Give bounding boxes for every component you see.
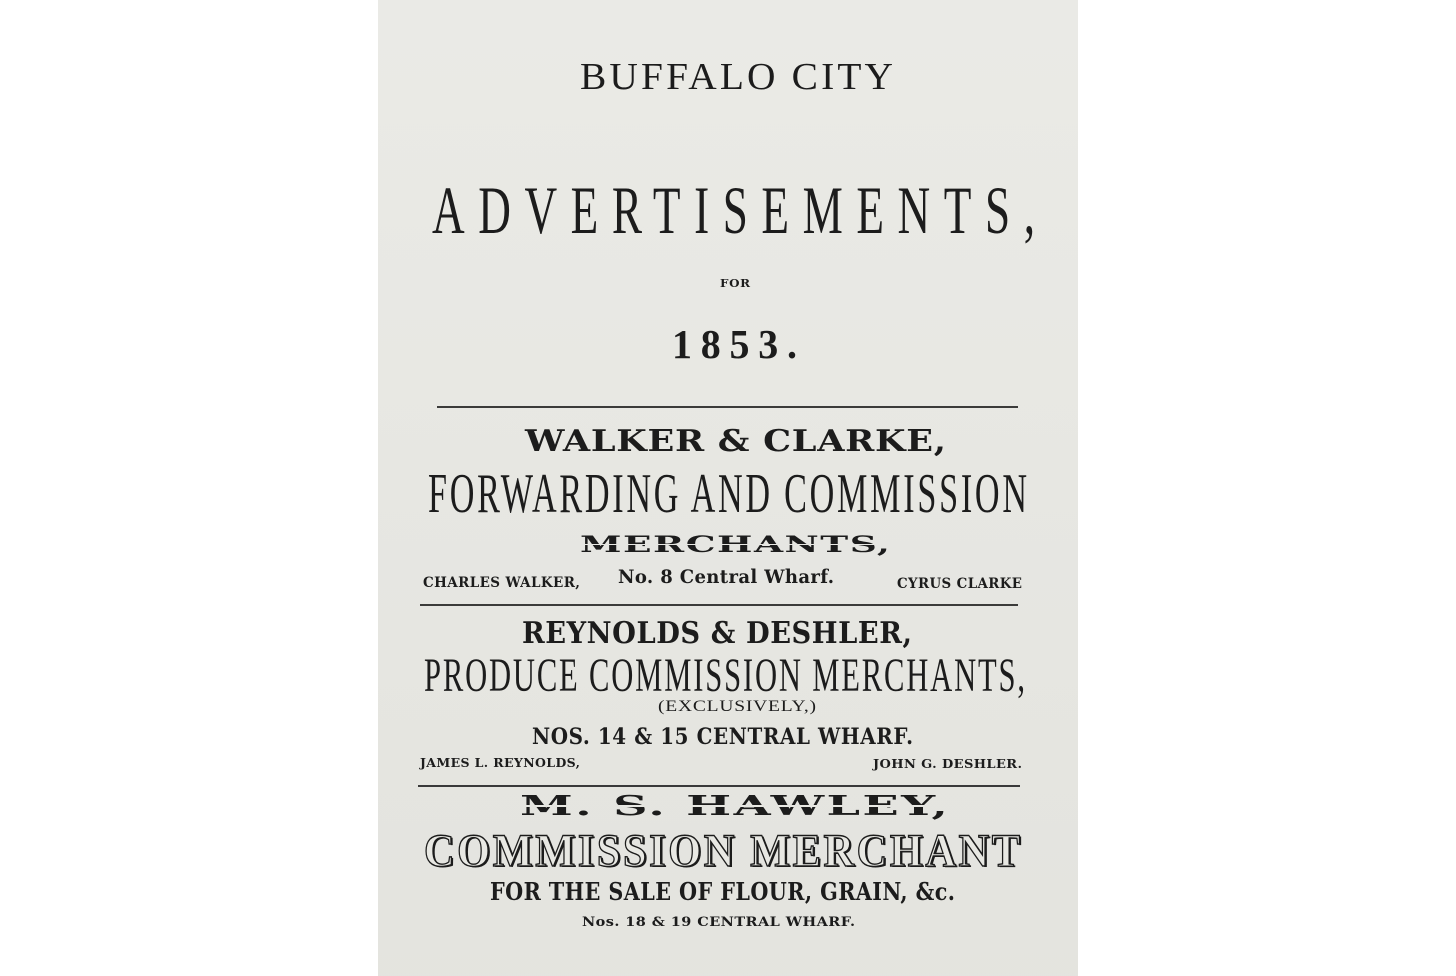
ad2-partner-right [873, 758, 1022, 770]
ad2-partner-left-text: JAMES L. REYNOLDS, [420, 756, 581, 770]
ad1-business-line2-text: MERCHANTS, [580, 532, 892, 558]
ad2-firm-text: REYNOLDS & DESHLER, [522, 616, 913, 651]
header-for [720, 278, 750, 289]
ad3-specialty-text: FOR THE SALE OF FLOUR, GRAIN, &c. [490, 877, 956, 906]
ad2-business [424, 649, 1027, 702]
header-for-text: FOR [720, 277, 751, 290]
ad3-firm [520, 791, 951, 822]
header-year [672, 321, 806, 367]
ad1-partner-left-text: CHARLES WALKER, [423, 575, 581, 591]
ad2-note-text: (EXCLUSIVELY,) [658, 698, 817, 715]
ad1-partner-right-text: CYRUS CLARKE [897, 576, 1023, 592]
header-city-text: BUFFALO CITY [580, 56, 897, 98]
ad2-business-text: PRODUCE COMMISSION MERCHANTS, [424, 649, 1027, 702]
ad2-partner-right-text: JOHN G. DESHLER. [873, 757, 1023, 771]
document-page [378, 0, 1078, 976]
ad3-business [424, 825, 1023, 877]
divider-rule-2 [420, 604, 1018, 606]
header-title [432, 172, 1049, 248]
header-city [580, 56, 897, 98]
ad3-address-text: Nos. 18 & 19 CENTRAL WHARF. [582, 915, 856, 930]
ad3-specialty [490, 877, 956, 906]
ad2-firm [522, 616, 913, 651]
ad1-business [428, 463, 1030, 525]
ad2-address-text: NOS. 14 & 15 CENTRAL WHARF. [532, 724, 914, 750]
ad1-address [618, 568, 834, 587]
divider-rule-1 [437, 406, 1018, 408]
ad3-business-text: COMMISSION MERCHANT [424, 825, 1023, 877]
ad1-firm-text: WALKER & CLARKE, [525, 424, 947, 459]
ad1-partner-right [897, 577, 1022, 591]
ad2-note [658, 699, 816, 715]
ad2-address [532, 726, 913, 748]
ad1-partner-left [423, 576, 580, 590]
ad3-address [582, 916, 855, 929]
header-title-text: ADVERTISEMENTS, [432, 172, 1049, 248]
ad2-partner-left [420, 757, 580, 769]
divider-rule-3 [418, 785, 1020, 787]
ad1-business-line2 [580, 534, 890, 556]
ad1-address-text: No. 8 Central Wharf. [618, 566, 835, 588]
header-year-text: 1853. [672, 321, 806, 367]
ad1-firm [525, 424, 947, 459]
ad1-business-text: FORWARDING AND COMMISSION [428, 463, 1030, 525]
ad3-firm-text: M. S. HAWLEY, [520, 791, 951, 822]
